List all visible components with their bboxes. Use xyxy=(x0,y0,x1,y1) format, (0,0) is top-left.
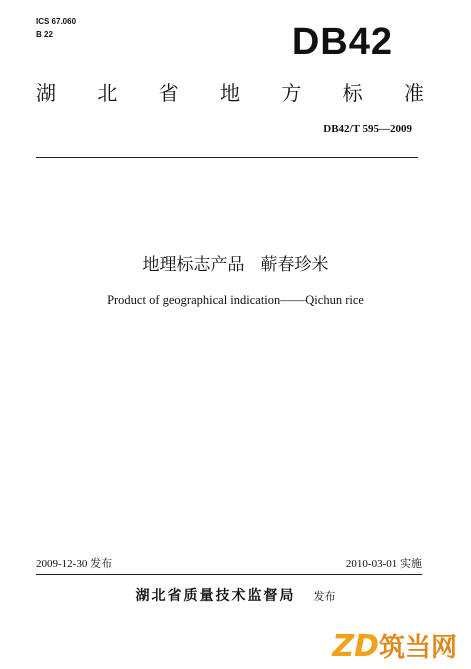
implement-date: 2010-03-01 实施 xyxy=(345,558,422,570)
footer-divider xyxy=(36,574,422,575)
province-char: 方 xyxy=(281,81,302,105)
date-row xyxy=(36,557,422,571)
watermark-site-name: 筑当网 xyxy=(378,633,457,663)
province-char: 地 xyxy=(219,81,240,105)
issue-date: 2009-12-30 发布 xyxy=(36,558,113,570)
publisher-suffix: 发布 xyxy=(313,590,336,603)
publisher-name: 湖北省质量技术监督局 xyxy=(135,588,296,604)
province-char: 准 xyxy=(403,81,424,105)
province-char: 北 xyxy=(97,81,118,105)
province-char: 标 xyxy=(342,81,363,105)
standard-number: DB42/T 595—2009 xyxy=(323,123,412,135)
province-standard-heading xyxy=(36,80,424,106)
province-char: 湖 xyxy=(36,81,56,105)
watermark-logo-mark: ZD xyxy=(332,629,379,664)
title-chinese xyxy=(0,254,471,276)
title-chinese-part2: 蕲春珍米 xyxy=(260,255,329,275)
ccs-code: B 22 xyxy=(36,30,53,39)
ics-code: ICS 67.060 xyxy=(36,17,77,26)
province-char: 省 xyxy=(158,81,179,105)
publisher-line xyxy=(0,586,471,607)
title-english: Product of geographical indication——Qichun rice xyxy=(107,293,364,307)
title-chinese-part1: 地理标志产品 xyxy=(142,255,245,275)
db-mark: DB42 xyxy=(291,21,393,63)
site-watermark-logo xyxy=(332,629,457,664)
header-divider xyxy=(36,157,418,158)
